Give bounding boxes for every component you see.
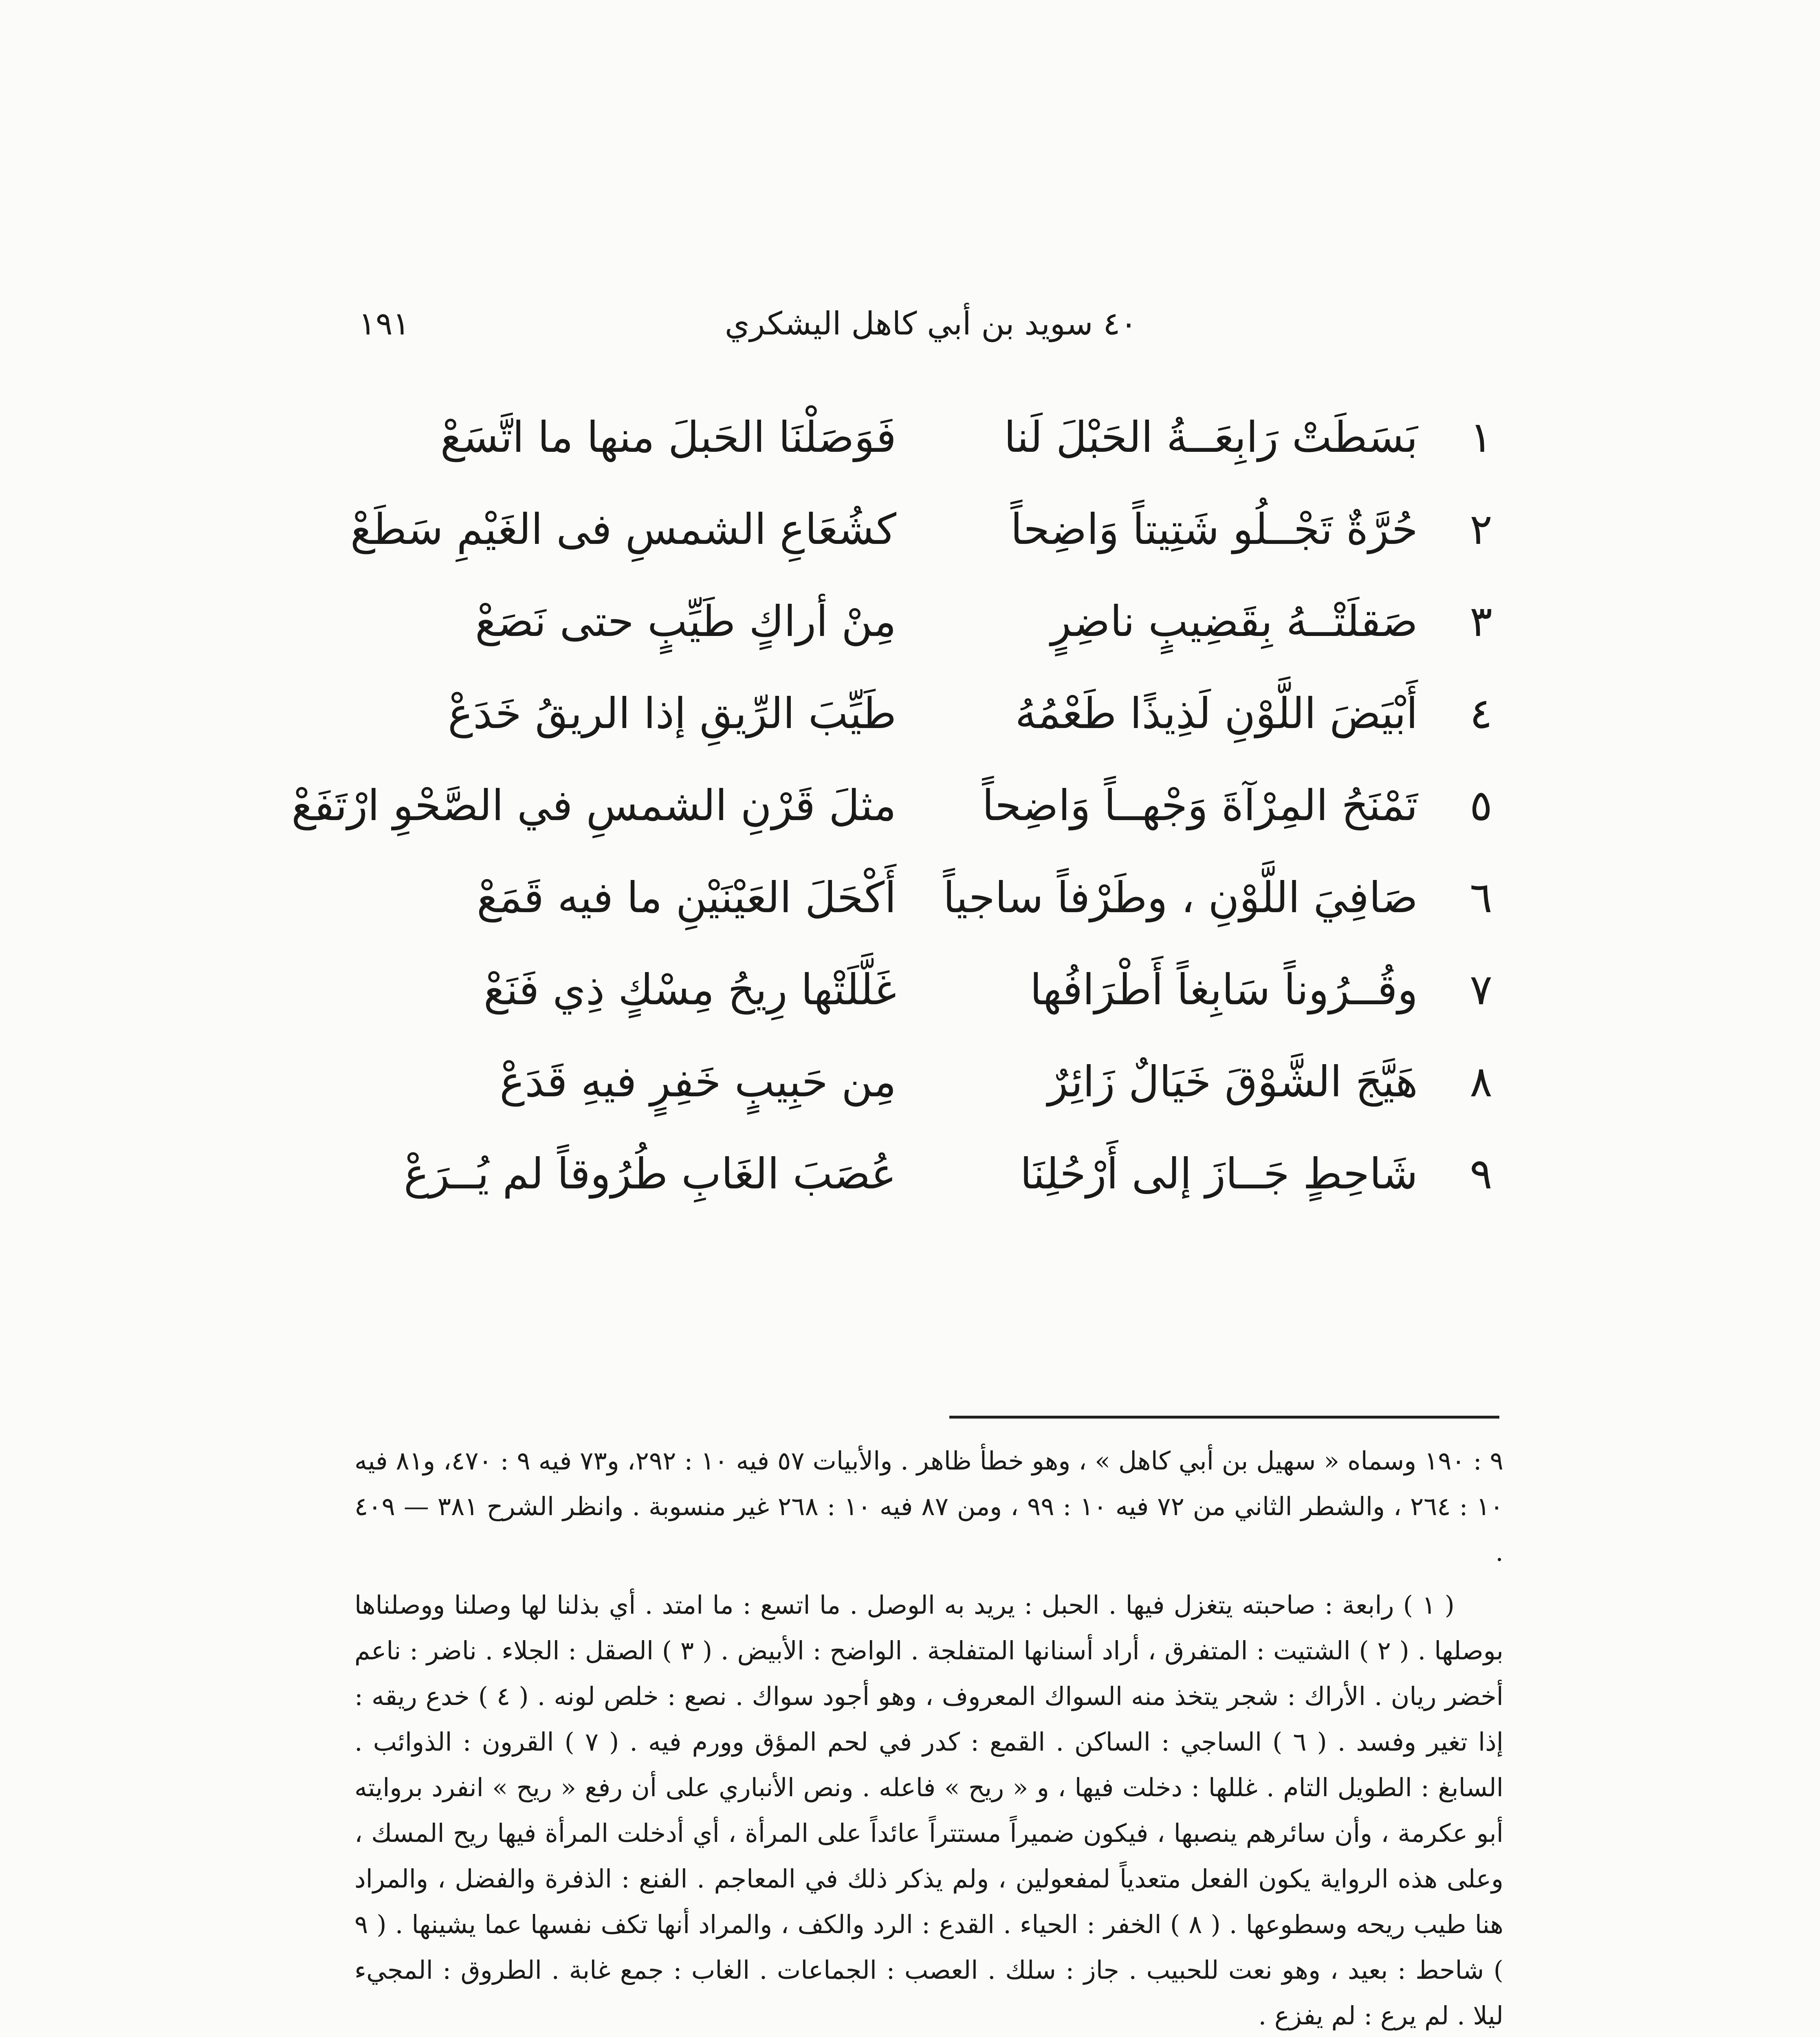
sources-note: ٩ : ١٩٠ وسماه « سهيل بن أبي كاهل » ، وهو خطأ ظاهر . والأبيات ٥٧ فيه ١٠ : ٢٩٢، و٧٣ فيه ٩ : ٤٧٠، و٨١ فيه ١٠ : ٢٦٤ ، والشطر الثاني من ٧٢ فيه ١٠ : ٩٩ ، ومن ٨٧ فيه ١٠ : ٢٦٨ غير منسوبة . وانظر الشرح ٣٨١ — ٤٠٩ .: [354, 1446, 1504, 1567]
first-hemistich: تَمْنَحُ المِرْآةَ وَجْهــاً وَاضِحاً: [982, 781, 1418, 830]
verse-line: [359, 1128, 1499, 1220]
first-hemistich: وقُــرُوناً سَابِغاً أَطْرَافُها: [1030, 965, 1418, 1014]
second-hemistich: كشُعَاعِ الشمسِ فى الغَيْمِ سَطَعْ: [350, 504, 896, 554]
verse-number: ٦: [1470, 873, 1492, 922]
first-hemistich: هَيَّجَ الشَّوْقَ خَيَالٌ زَائِرٌ: [1048, 1057, 1418, 1106]
verse-line: [359, 575, 1499, 667]
second-hemistich: مِن حَبِيبٍ خَفِرٍ فيهِ قَدَعْ: [500, 1057, 896, 1106]
second-hemistich: فَوَصَلْنَا الحَبلَ منها ما اتَّسَعْ: [440, 412, 896, 462]
verse-number: ٩: [1470, 1149, 1492, 1199]
first-hemistich: أَبْيَضَ اللَّوْنِ لَذِيذًا طَعْمُهُ: [1015, 689, 1418, 738]
footnotes: [354, 1438, 1503, 2037]
first-hemistich: شَاحِطٍ جَــازَ إلى أَرْحُلِنَا: [1020, 1149, 1418, 1199]
second-hemistich: غَلَّلَتْها رِيحُ مِسْكٍ ذِي فَنَعْ: [483, 965, 896, 1014]
verse-number: ٤: [1470, 689, 1492, 738]
verse-number: ٧: [1470, 965, 1492, 1014]
first-hemistich: صَافِيَ اللَّوْنِ ، وطَرْفاً ساجياً: [943, 873, 1418, 922]
verse-line: [359, 1036, 1499, 1128]
poem: [291, 391, 1499, 1220]
verse-number: ٢: [1470, 504, 1492, 554]
verse-line: [359, 667, 1499, 759]
second-hemistich: أَكْحَلَ العَيْنَيْنِ ما فيه قَمَعْ: [476, 873, 896, 922]
verse-number: ٥: [1470, 781, 1492, 830]
second-hemistich: طَيِّبَ الرِّيقِ إذا الريقُ خَدَعْ: [448, 689, 896, 738]
second-hemistich: عُصَبَ الغَابِ طُرُوقاً لم يُــرَعْ: [404, 1149, 896, 1199]
running-header: [359, 301, 1503, 359]
verse-line: [350, 483, 1499, 575]
first-hemistich: صَقلَتْــهُ بِقَضِيبٍ ناضِرٍ: [1050, 596, 1418, 646]
verse-line: [359, 944, 1499, 1036]
verse-number: ٣: [1470, 596, 1492, 646]
verse-line: [359, 851, 1499, 944]
second-hemistich: مِنْ أراكٍ طَيِّبٍ حتى نَصَعْ: [475, 596, 896, 646]
glosses-note: ( ١ ) رابعة : صاحبته يتغزل فيها . الحبل : يريد به الوصل . ما اتسع : ما امتد . أي بذلنا لها وصلنا ووصلناها بوصلها . ( ٢ ) الشتيت : المتفرق ، أراد أسنانها المتفلجة . الواضح : الأبيض . ( ٣ ) الصقل : الجلاء . ناضر : ناعم أخضر ريان . الأراك : شجر يتخذ منه السواك المعروف ، وهو أجود سواك . نصع : خلص لونه . ( ٤ ) خدع ريقه : إذا تغير وفسد . ( ٦ ) الساجي : الساكن . القمع : كدر في لحم المؤق وورم فيه . ( ٧ ) القرون : الذوائب . السابغ : الطويل التام . غللها : دخلت فيها ، و « ريح » فاعله . ونص الأنباري على أن رفع « ريح » انفرد بروايته أبو عكرمة ، وأن سائرهم ينصبها ، فيكون ضميراً مستتراً عائداً على المرأة ، أي أدخلت المرأة فيها ريح المسك ، وعلى هذه الرواية يكون الفعل متعدياً لمفعولين ، ولم يذكر ذلك في المعاجم . الفنع : الذفرة والفضل ، والمراد هنا طيب ريحه وسطوعها . ( ٨ ) الخفر : الحياء . القدع : الرد والكف ، والمراد أنها تكف نفسها عما يشينها . ( ٩ ) شاحط : بعيد ، وهو نعت للحبيب . جاز : سلك . العصب : الجماعات . الغاب : جمع غابة . الطروق : المجيء ليلا . لم يرع : لم يفزع .: [354, 1590, 1504, 2030]
chapter-title: ٤٠ سويد بن أبي كاهل اليشكري: [724, 306, 1138, 342]
first-hemistich: بَسَطَتْ رَابِعَــةُ الحَبْلَ لَنا: [1004, 412, 1418, 462]
verse-line: [359, 391, 1499, 483]
page-number: ١٩١: [359, 306, 410, 342]
footnote-divider: [949, 1416, 1499, 1419]
first-hemistich: حُرَّةٌ تَجْــلُو شَتِيتاً وَاضِحاً: [1010, 504, 1418, 554]
second-hemistich: مثلَ قَرْنِ الشمسِ في الصَّحْوِ ارْتَفَعْ: [291, 781, 896, 830]
verse-number: ١: [1470, 412, 1492, 462]
verse-line: [291, 759, 1499, 851]
verse-number: ٨: [1470, 1057, 1492, 1106]
